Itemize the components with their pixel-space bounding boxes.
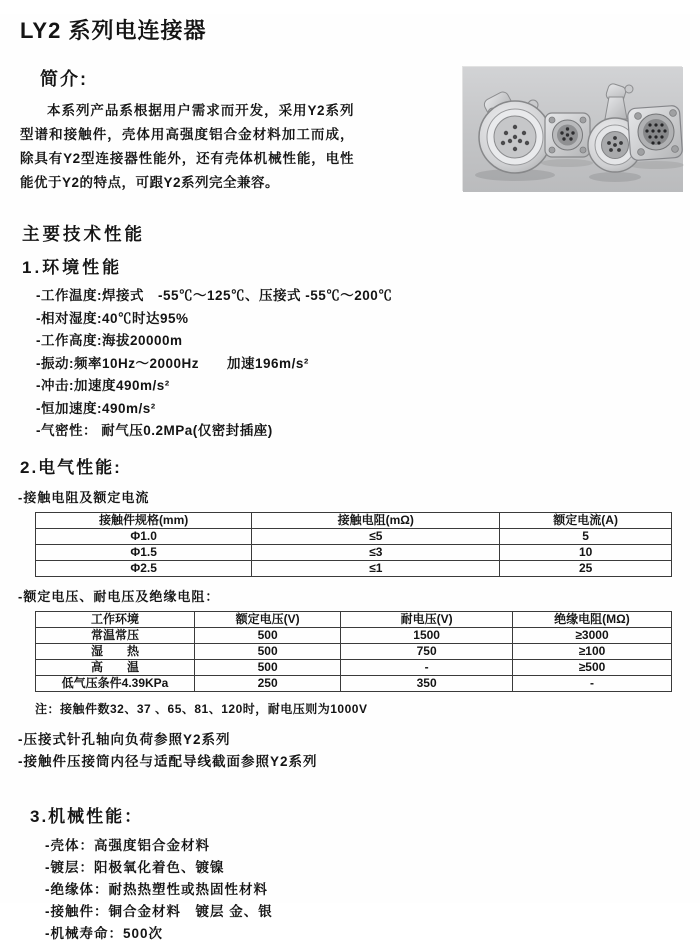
table2-label: -额定电压、耐电压及绝缘电阻： [18, 588, 220, 604]
table-row [36, 643, 672, 659]
table-header-cell: 工作环境 [36, 611, 195, 627]
table-header-cell: 接触电阻(mΩ) [252, 512, 500, 528]
env-section-heading: 1.环境性能 [22, 258, 123, 277]
table-cell: ≥500 [512, 659, 671, 675]
table-cell: 常温常压 [36, 627, 195, 643]
table-cell: ≥3000 [512, 627, 671, 643]
table-cell: 10 [500, 544, 672, 560]
table-cell: - [512, 675, 671, 691]
connectors-photo [462, 66, 682, 191]
mechanical-spec-item: -机械寿命：500次 [45, 925, 164, 941]
env-spec-item: -恒加速度:490m/s² [36, 400, 156, 416]
voltage-insulation-table [35, 611, 672, 692]
reference-item: -接触件压接筒内径与适配导线截面参照Y2系列 [18, 754, 318, 769]
table-row [36, 544, 672, 560]
table-header-cell: 耐电压(V) [341, 611, 513, 627]
mechanical-spec-list [45, 835, 700, 945]
table-row [36, 659, 672, 675]
table-header-cell: 绝缘电阻(MΩ) [512, 611, 671, 627]
mechanical-spec-item: -接触件：铜合金材料 镀层 金、银 [45, 903, 273, 919]
table-cell: 湿 热 [36, 643, 195, 659]
page-title: LY2 系列电连接器 [20, 18, 207, 43]
table-header-cell: 额定电压(V) [195, 611, 341, 627]
table-cell: 5 [500, 528, 672, 544]
table-cell: ≤5 [252, 528, 500, 544]
table-cell: 高 温 [36, 659, 195, 675]
table-row [36, 528, 672, 544]
env-spec-item: -气密性： 耐气压0.2MPa(仅密封插座) [36, 423, 273, 438]
table-row [36, 560, 672, 576]
table-note: 注：接触件数32、37 、65、81、120时，耐电压则为1000V [35, 701, 368, 716]
table-cell: Φ2.5 [36, 560, 252, 576]
env-spec-item: -工作高度:海拔20000m [36, 333, 183, 348]
intro-heading: 简介: [40, 69, 88, 89]
table1-label: -接触电阻及额定电流 [18, 489, 150, 505]
table-cell: 750 [341, 643, 513, 659]
mechanical-spec-item: -壳体：高强度铝合金材料 [45, 837, 210, 853]
table-cell: Φ1.5 [36, 544, 252, 560]
table-row [36, 675, 672, 691]
table-cell: 低气压条件4.39KPa [36, 675, 195, 691]
table-cell: ≥100 [512, 643, 671, 659]
table-cell: 250 [195, 675, 341, 691]
table-cell: 500 [195, 643, 341, 659]
env-spec-list [36, 285, 700, 443]
env-spec-item: -相对湿度:40℃时达95% [36, 310, 189, 326]
table-cell: 25 [500, 560, 672, 576]
env-spec-item: -工作温度:焊接式 -55℃～125℃、压接式 -55℃～200℃ [36, 288, 393, 303]
table-cell: 1500 [341, 627, 513, 643]
table-cell: 500 [195, 659, 341, 675]
table-cell: ≤3 [252, 544, 500, 560]
table-header-cell: 额定电流(A) [500, 512, 672, 528]
mechanical-spec-item: -镀层：阳极氧化着色、镀镍 [45, 859, 225, 875]
table-cell: Φ1.0 [36, 528, 252, 544]
table-cell: - [341, 659, 513, 675]
connectors-photo-illustration [463, 67, 683, 192]
table-header-row [36, 611, 672, 627]
table-cell: ≤1 [252, 560, 500, 576]
contact-resistance-table [35, 512, 672, 577]
main-tech-heading: 主要技术性能 [22, 224, 145, 244]
reference-list [18, 729, 700, 774]
document-page [0, 14, 700, 941]
table-header-row [36, 512, 672, 528]
table-cell: 500 [195, 627, 341, 643]
env-spec-item: -冲击:加速度490m/s² [36, 378, 170, 393]
electrical-section-heading: 2.电气性能: [20, 457, 122, 477]
square-receptacle-large [627, 105, 683, 161]
intro-paragraph: 本系列产品系根据用户需求而开发，采用Y2系列型谱和接触件，壳体用高强度铝合金材料加工而成，除具有Y2型连接器性能外，还有壳体机械性能，电性能优于Y2的特点，可跟Y2系列完全兼容。 [20, 103, 354, 190]
table-row [36, 627, 672, 643]
mechanical-section-heading: 3.机械性能： [30, 806, 144, 826]
reference-item: -压接式针孔轴向负荷参照Y2系列 [18, 731, 231, 747]
table-cell: 350 [341, 675, 513, 691]
mechanical-spec-item: -绝缘体：耐热热塑性或热固性材料 [45, 881, 268, 897]
env-spec-item: -振动:频率10Hz～2000Hz 加速196m/s² [36, 355, 309, 371]
square-receptacle-small [545, 113, 590, 157]
table-header-cell: 接触件规格(mm) [36, 512, 252, 528]
